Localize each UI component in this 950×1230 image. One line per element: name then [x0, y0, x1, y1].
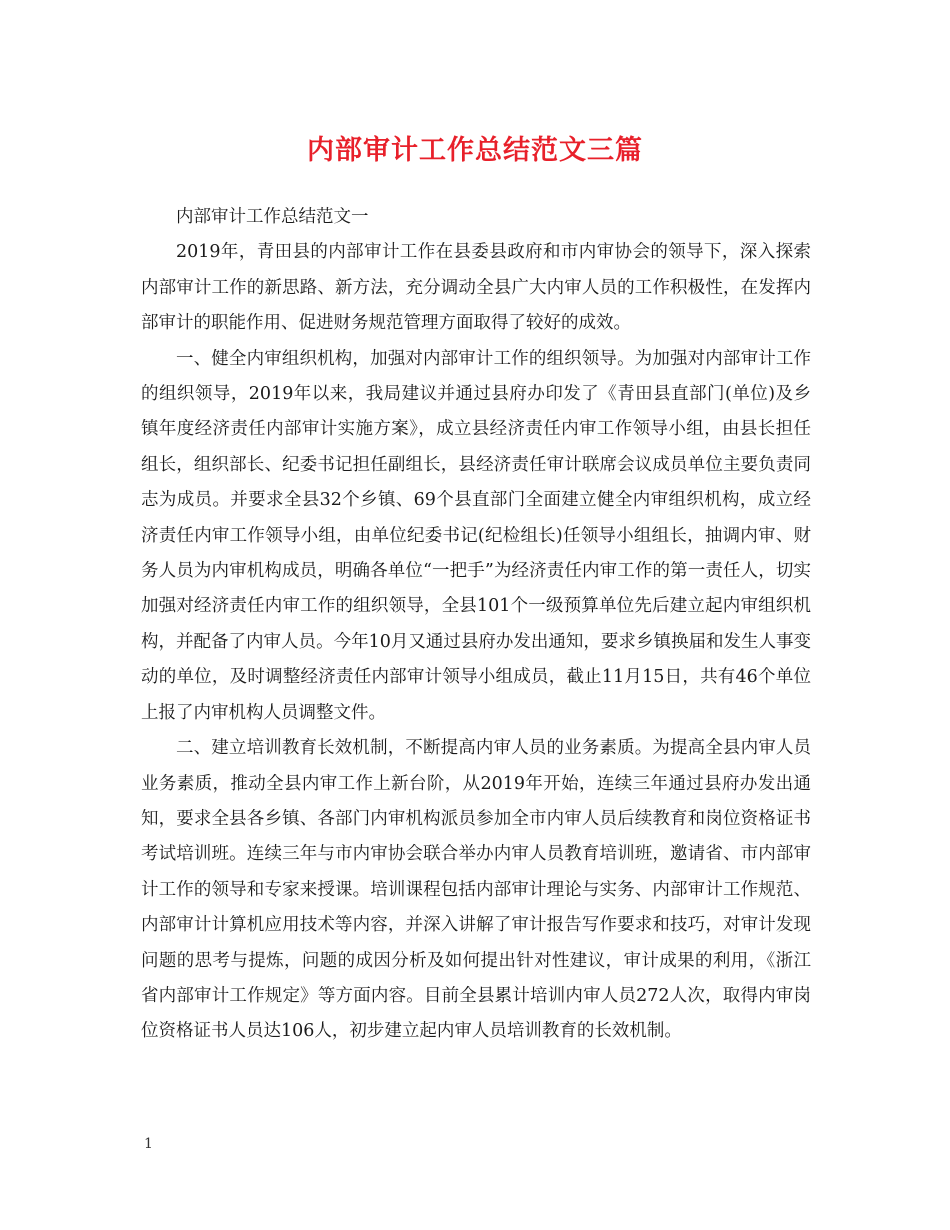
- intro-paragraph: 2019年，青田县的内部审计工作在县委县政府和市内审协会的领导下，深入探索内部审计工作的新思路、新方法，充分调动全县广大内审人员的工作积极性，在发挥内部审计的职能作用、促进财务规范管理方面取得了较好的成效。: [141, 242, 811, 334]
- paragraph-training: 二、建立培训教育长效机制，不断提高内审人员的业务素质。为提高全县内审人员业务素质，推动全县内审工作上新台阶，从2019年开始，连续三年通过县府办发出通知，要求全县各乡镇、各部门内审机构派员参加全市内审人员后续教育和岗位资格证书考试培训班。连续三年与市内审协会联合举办内审人员教育培训班，邀请省、市内部审计工作的领导和专家来授课。培训课程包括内部审计理论与实务、内部审计工作规范、内部审计计算机应用技术等内容，并深入讲解了审计报告写作要求和技巧，对审计发现问题的思考与提炼，问题的成因分析及如何提出针对性建议，审计成果的利用，《浙江省内部审计工作规定》等方面内容。目前全县累计培训内审人员272人次，取得内审岗位资格证书人员达106人，初步建立起内审人员培训教育的长效机制。: [141, 738, 811, 1042]
- page-number: 1: [144, 1136, 153, 1152]
- section-heading: 内部审计工作总结范文一: [176, 207, 369, 227]
- paragraph-organization: 一、健全内审组织机构，加强对内部审计工作的组织领导。为加强对内部审计工作的组织领导，2019年以来，我局建议并通过县府办印发了《青田县直部门(单位)及乡镇年度经济责任内部审计实施方案》，成立县经济责任内审工作领导小组，由县长担任组长，组织部长、纪委书记担任副组长，县经济责任审计联席会议成员单位主要负责同志为成员。并要求全县32个乡镇、69个县直部门全面建立健全内审组织机构，成立经济责任内审工作领导小组，由单位纪委书记(纪检组长)任领导小组组长，抽调内审、财务人员为内审机构成员，明确各单位“一把手”为经济责任内审工作的第一责任人，切实加强对经济责任内审工作的组织领导，全县101个一级预算单位先后建立起内审组织机构，并配备了内审人员。今年10月又通过县府办发出通知，要求乡镇换届和发生人事变动的单位，及时调整经济责任内部审计领导小组成员，截止11月15日，共有46个单位上报了内审机构人员调整文件。: [141, 348, 811, 723]
- document-title: 内部审计工作总结范文三篇: [307, 135, 643, 166]
- document-body: [141, 200, 811, 1050]
